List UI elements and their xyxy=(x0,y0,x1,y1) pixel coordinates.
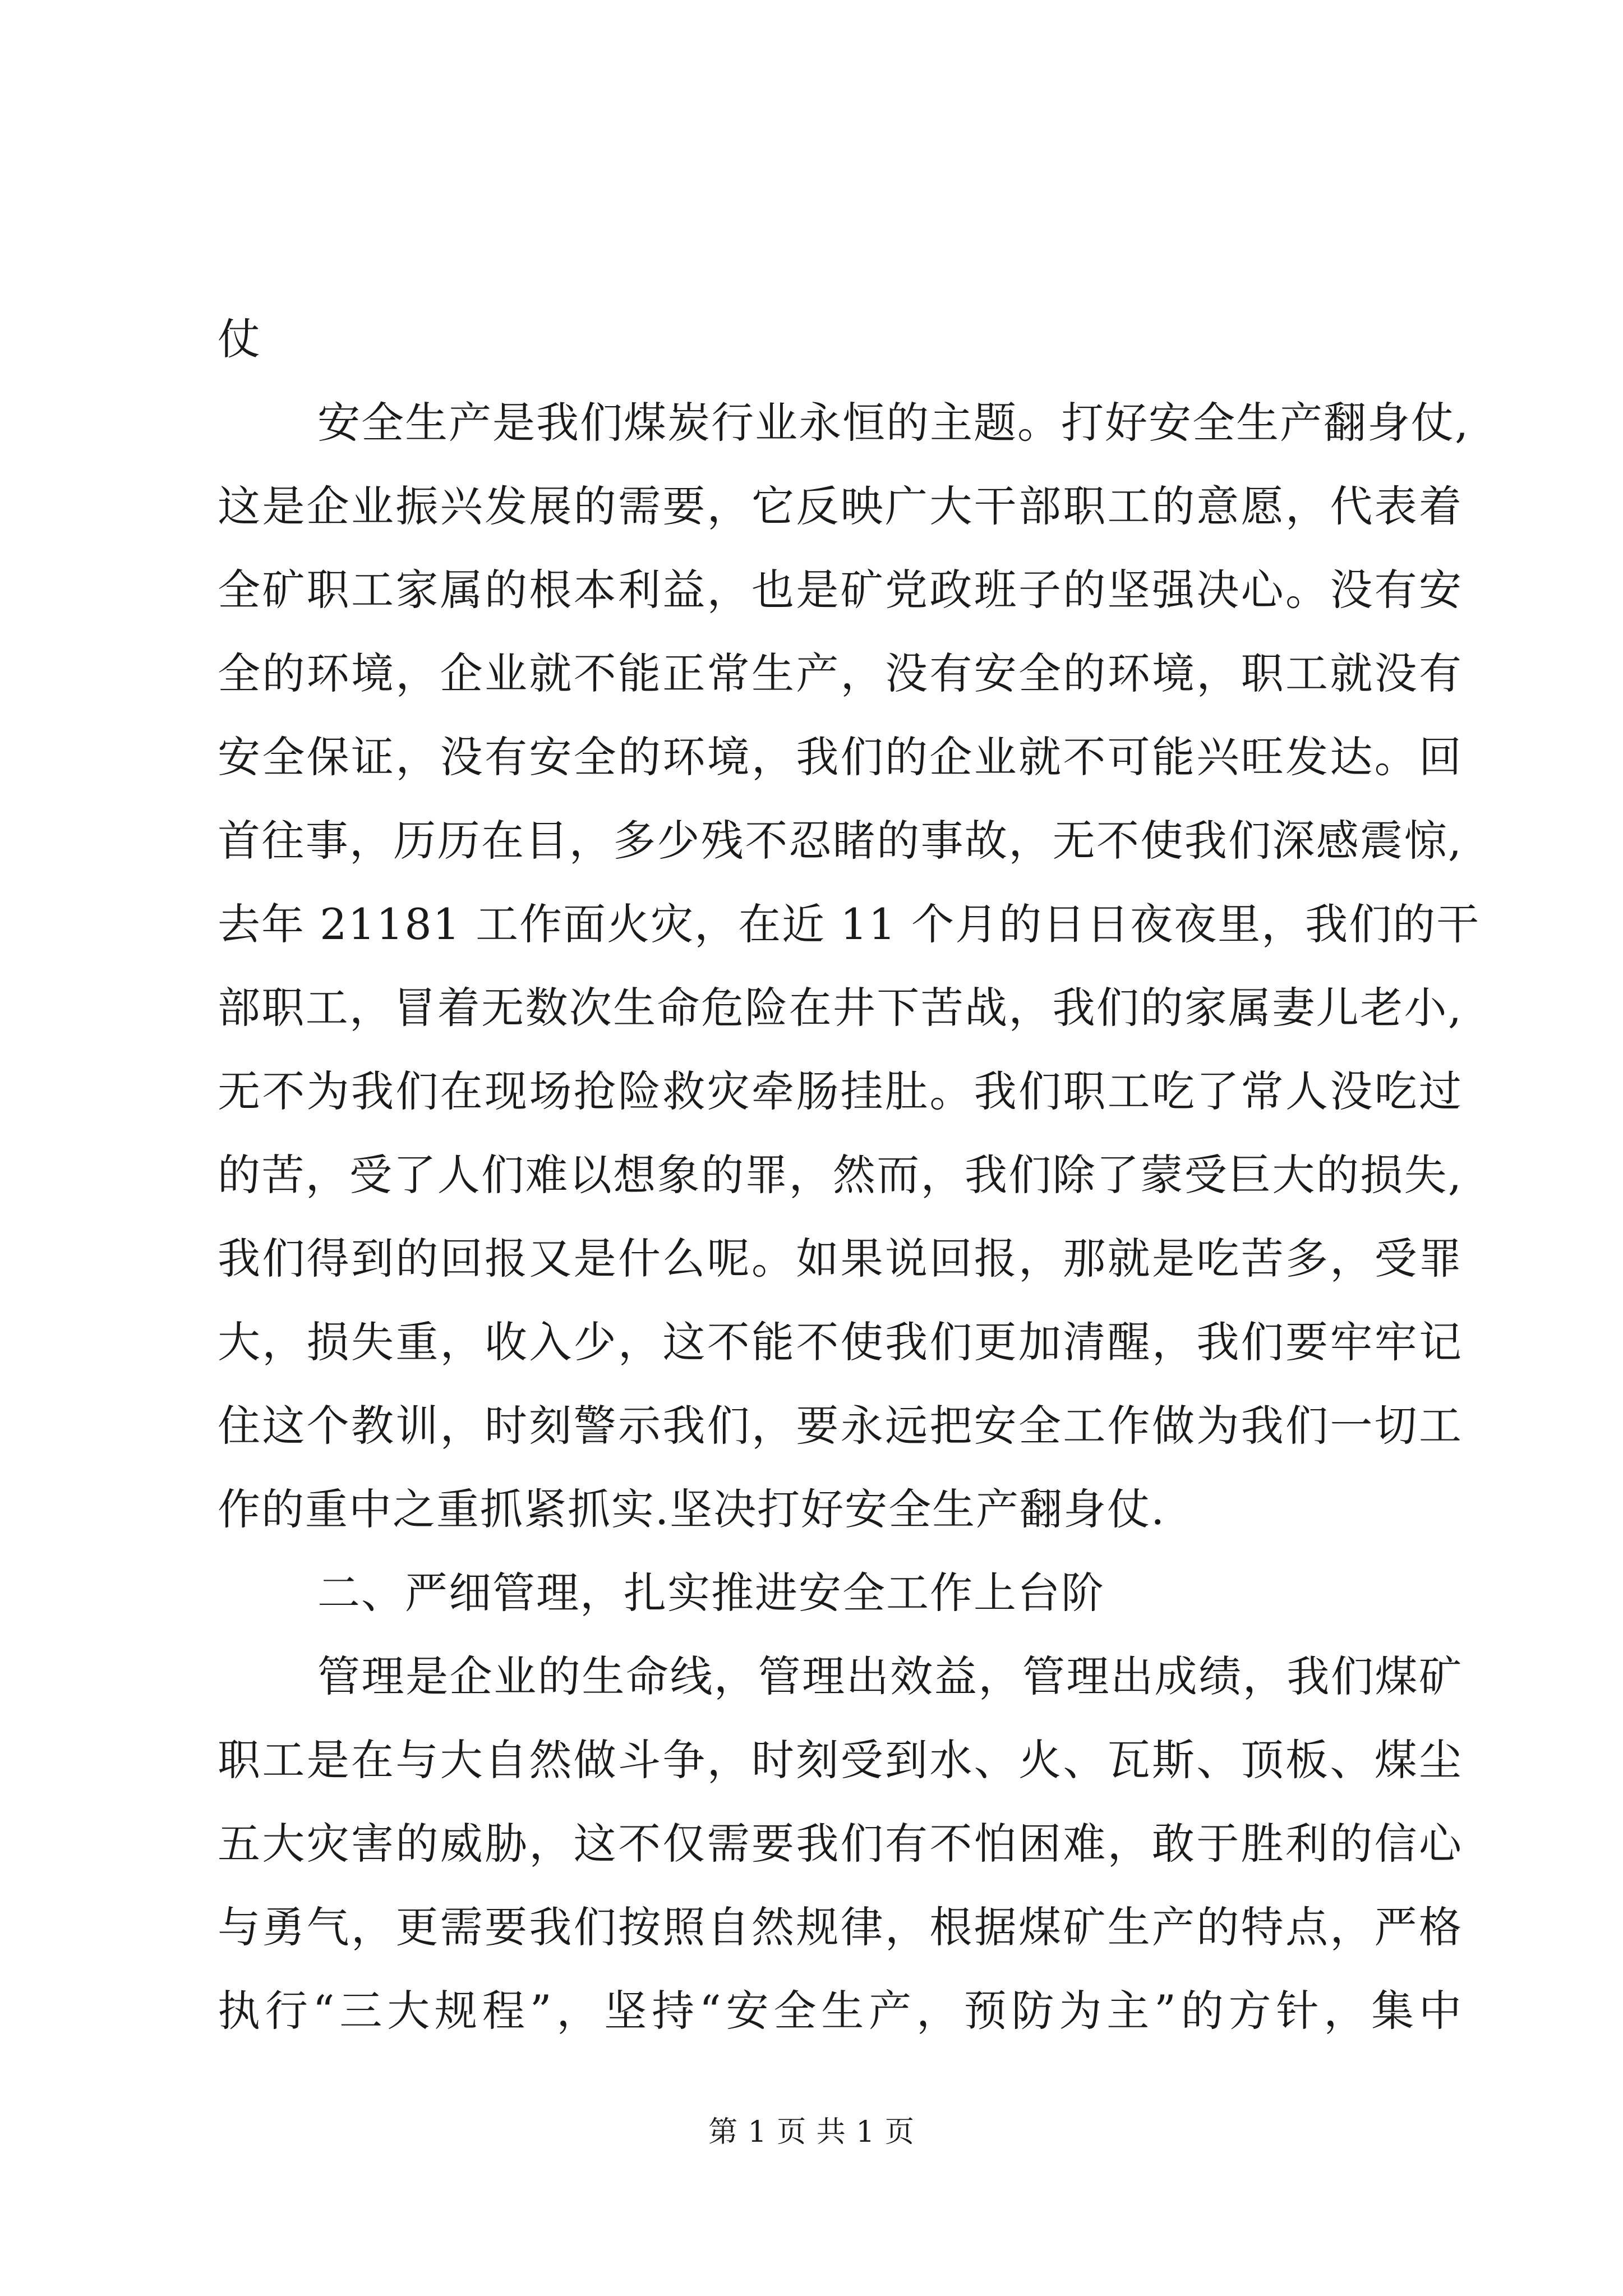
text-line: 无不为我们在现场抢险救灾牵肠挂肚。我们职工吃了常人没吃过 xyxy=(218,1066,1463,1116)
section-heading: 二、严细管理，扎实推进安全工作上台阶 xyxy=(317,1568,1105,1618)
text-line: 执行“三大规程”，坚持“安全生产，预防为主”的方针，集中 xyxy=(218,1986,1463,2036)
text-line: 安全保证，没有安全的环境，我们的企业就不可能兴旺发达。回 xyxy=(218,732,1463,782)
text-line: 的苦，受了人们难以想象的罪，然而，我们除了蒙受巨大的损失, xyxy=(218,1150,1463,1200)
text-line: 大，损失重，收入少，这不能不使我们更加清醒，我们要牢牢记 xyxy=(218,1317,1463,1367)
text-line: 部职工，冒着无数次生命危险在井下苦战，我们的家属妻儿老小, xyxy=(218,983,1463,1033)
text-line: 首往事，历历在目，多少残不忍睹的事故，无不使我们深感震惊, xyxy=(218,816,1463,866)
text-line: 全的环境，企业就不能正常生产，没有安全的环境，职工就没有 xyxy=(218,648,1463,698)
text-line: 作的重中之重抓紧抓实.坚决打好安全生产翻身仗. xyxy=(218,1484,1166,1534)
text-line: 职工是在与大自然做斗争，时刻受到水、火、瓦斯、顶板、煤尘 xyxy=(218,1735,1463,1785)
text-line: 全矿职工家属的根本利益，也是矿党政班子的坚强决心。没有安 xyxy=(218,565,1463,615)
text-line: 五大灾害的威胁，这不仅需要我们有不怕困难，敢于胜利的信心 xyxy=(218,1819,1463,1869)
text-line: 去年 21181 工作面火灾，在近 11 个月的日日夜夜里，我们的干 xyxy=(218,899,1481,949)
text-line: 住这个教训，时刻警示我们，要永远把安全工作做为我们一切工 xyxy=(218,1401,1463,1451)
text-line: 我们得到的回报又是什么呢。如果说回报，那就是吃苦多，受罪 xyxy=(218,1234,1463,1283)
text-line: 与勇气，更需要我们按照自然规律，根据煤矿生产的特点，严格 xyxy=(218,1902,1463,1952)
page-footer: 第 1 页 共 1 页 xyxy=(708,2115,915,2149)
text-line: 管理是企业的生命线，管理出效益，管理出成绩，我们煤矿 xyxy=(317,1651,1463,1701)
text-line: 这是企业振兴发展的需要，它反映广大干部职工的意愿，代表着 xyxy=(218,481,1463,531)
document-body xyxy=(218,297,1481,2053)
text-line: 安全生产是我们煤炭行业永恒的主题。打好安全生产翻身仗, xyxy=(317,398,1470,448)
text-line: 仗 xyxy=(218,314,261,364)
